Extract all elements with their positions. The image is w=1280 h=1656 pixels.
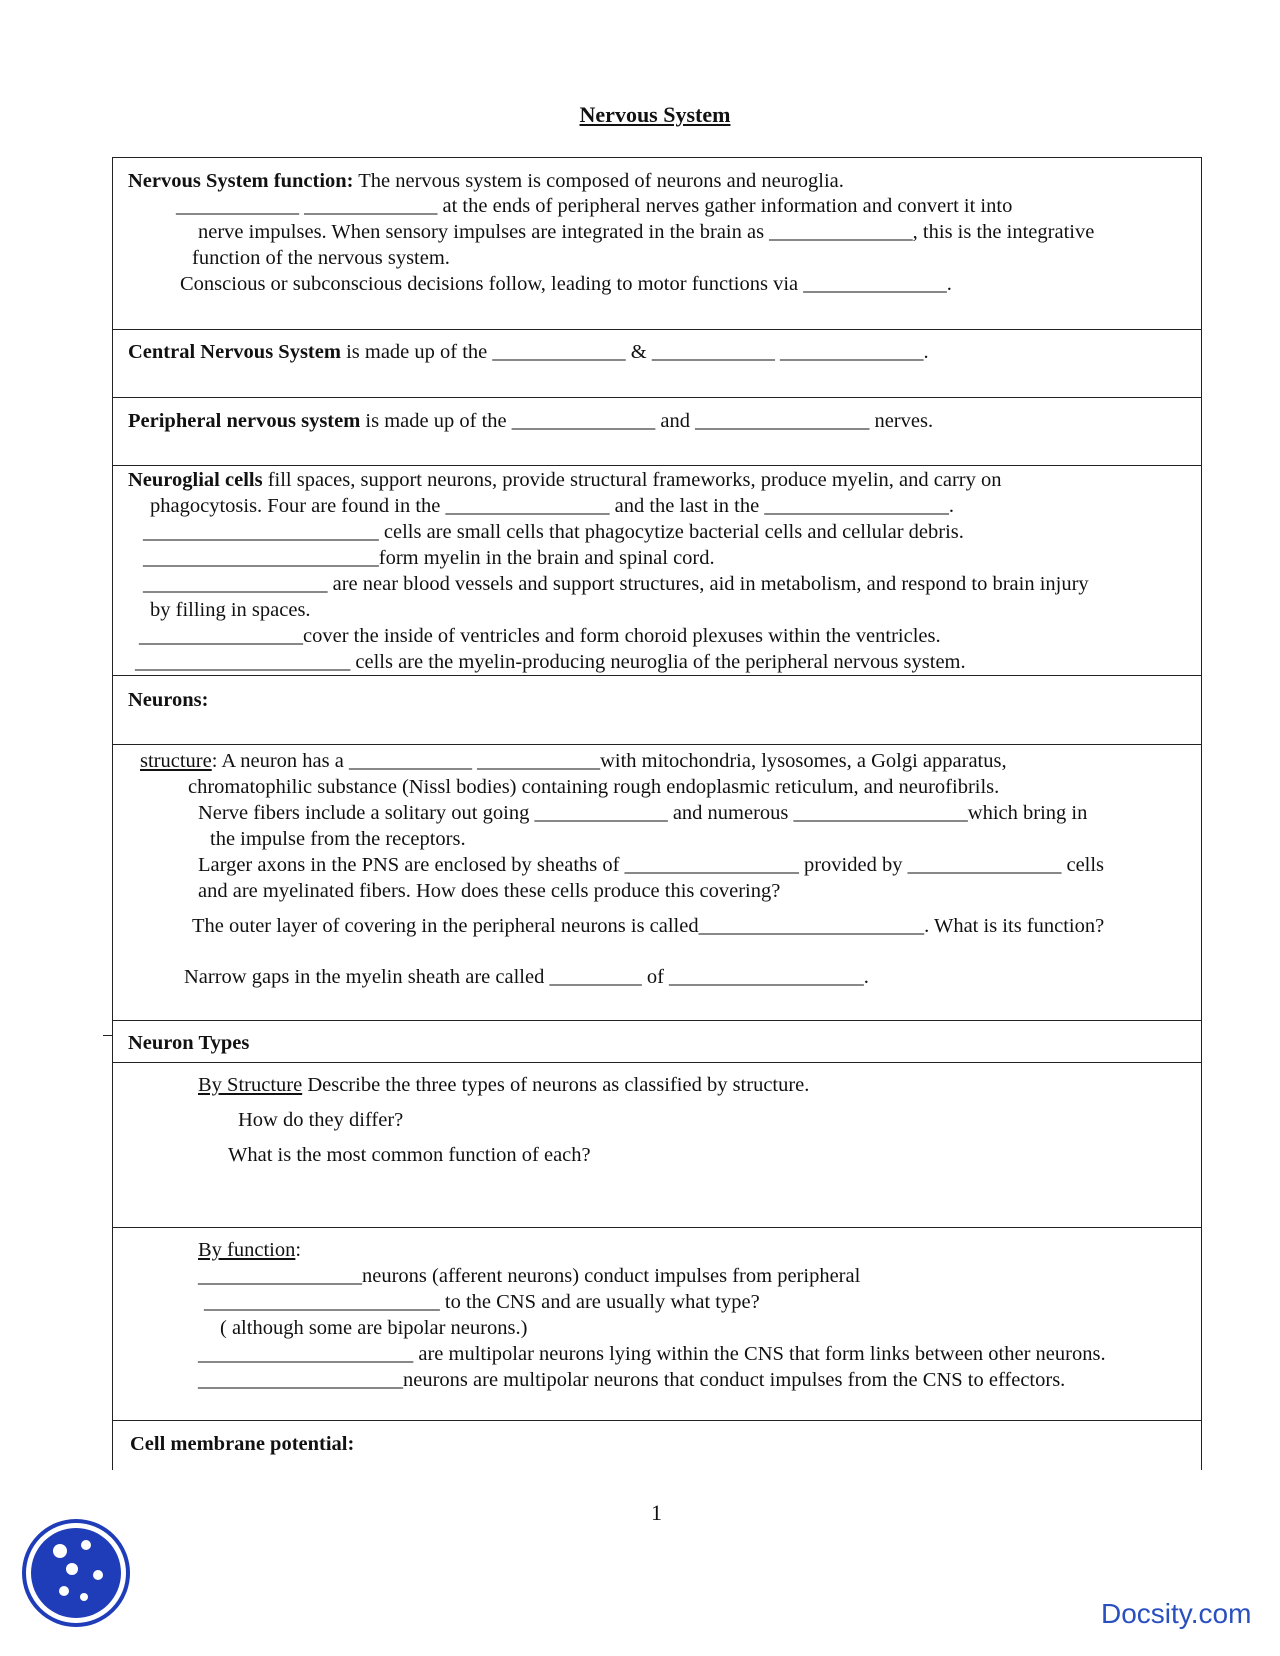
neuroglia-line-7: ________________cover the inside of ventricles and form choroid plexuses within the ventricles. — [139, 625, 941, 647]
section-divider — [112, 329, 1202, 330]
neuroglia-line-3: _______________________ cells are small cells that phagocytize bacterial cells and cellular debris. — [143, 521, 964, 543]
section-divider — [112, 397, 1202, 398]
by-function-line-0 — [198, 1240, 301, 1261]
neuroglia-line-8: _____________________ cells are the myelin-producing neuroglia of the peripheral nervous system. — [135, 651, 966, 673]
docsity-logo-icon — [20, 1517, 132, 1629]
structure-line-7: The outer layer of covering in the peripheral neurons is called______________________. What is its function? — [192, 915, 1105, 937]
neuroglia-line-1 — [128, 470, 1001, 491]
section-divider — [112, 1062, 1202, 1063]
section-divider — [112, 675, 1202, 676]
by-structure-line-1 — [198, 1075, 809, 1096]
cns-text: is made up of the _____________ & ____________ ______________. — [340, 341, 929, 363]
structure-line-1 — [140, 751, 1007, 772]
section-divider — [112, 1020, 1202, 1021]
by-function-colon: : — [295, 1239, 302, 1261]
by-function-line-4: _____________________ are multipolar neurons lying within the CNS that form links between other neurons. — [198, 1343, 1106, 1365]
section-divider — [112, 744, 1202, 745]
section-divider — [112, 465, 1202, 466]
neuroglia-heading: Neuroglial cells — [128, 469, 263, 491]
cns-line — [128, 342, 929, 363]
by-function-line-1: ________________neurons (afferent neurons) conduct impulses from peripheral — [198, 1265, 861, 1287]
neuroglia-line-4: _______________________form myelin in the brain and spinal cord. — [143, 547, 715, 569]
neuroglia-text: fill spaces, support neurons, provide structural frameworks, produce myelin, and carry on — [262, 469, 1002, 491]
docsity-brand-link[interactable]: Docsity.com — [1101, 1598, 1252, 1629]
structure-line-8: Narrow gaps in the myelin sheath are called _________ of ___________________. — [184, 966, 869, 988]
by-structure-text: Describe the three types of neurons as classified by structure. — [302, 1074, 810, 1096]
by-function-line-2: _______________________ to the CNS and are usually what type? — [204, 1291, 760, 1313]
table-top-border — [112, 157, 1202, 158]
pns-line — [128, 411, 933, 432]
structure-line-2: chromatophilic substance (Nissl bodies) containing rough endoplasmic reticulum, and neurofibrils. — [188, 776, 1000, 798]
by-function-line-5: ____________________neurons are multipolar neurons that conduct impulses from the CNS to effectors. — [198, 1369, 1066, 1391]
structure-line-3: Nerve fibers include a solitary out going _____________ and numerous _________________which bring in — [198, 802, 1088, 824]
function-line-3: nerve impulses. When sensory impulses are integrated in the brain as ______________, this is the integrative — [198, 221, 1095, 243]
function-line-4: function of the nervous system. — [192, 247, 450, 269]
neurons-heading: Neurons: — [128, 689, 209, 711]
structure-heading: structure — [140, 750, 212, 772]
function-heading: Nervous System function: — [128, 170, 354, 192]
neuron-types-heading: Neuron Types — [128, 1032, 250, 1054]
function-line-5: Conscious or subconscious decisions follow, leading to motor functions via ______________. — [180, 273, 952, 295]
by-function-heading: By function — [198, 1239, 296, 1261]
table-right-border — [1201, 157, 1202, 1470]
page-number: 1 — [651, 1500, 662, 1525]
page-title: Nervous System — [579, 102, 731, 127]
section-divider — [112, 1420, 1202, 1421]
neuroglia-line-5: __________________ are near blood vessels and support structures, aid in metabolism, and respond to brain injury — [143, 573, 1089, 595]
structure-line-6: and are myelinated fibers. How does these cells produce this covering? — [198, 880, 781, 902]
neuroglia-line-2: phagocytosis. Four are found in the ________________ and the last in the __________________. — [150, 495, 954, 517]
by-function-line-3: ( although some are bipolar neurons.) — [220, 1317, 528, 1339]
by-structure-line-3: What is the most common function of each? — [228, 1144, 591, 1166]
table-left-border — [112, 157, 113, 1470]
section-divider — [112, 1227, 1202, 1228]
structure-line-4: the impulse from the receptors. — [210, 828, 466, 850]
membrane-potential-heading: Cell membrane potential: — [130, 1433, 355, 1455]
pns-heading: Peripheral nervous system — [128, 410, 361, 432]
pns-text: is made up of the ______________ and _________________ nerves. — [360, 410, 934, 432]
neuroglia-line-6: by filling in spaces. — [150, 599, 311, 621]
structure-line-5: Larger axons in the PNS are enclosed by sheaths of _________________ provided by _______________ cells — [198, 854, 1105, 876]
function-line-2: ____________ _____________ at the ends of peripheral nerves gather information and convert it into — [176, 195, 1013, 217]
function-text: The nervous system is composed of neurons and neuroglia. — [353, 170, 844, 192]
margin-tick-mark — [103, 1035, 113, 1036]
cns-heading: Central Nervous System — [128, 341, 341, 363]
structure-text: : A neuron has a ____________ ____________with mitochondria, lysosomes, a Golgi apparatus, — [211, 750, 1007, 772]
function-section-line — [128, 171, 844, 192]
by-structure-heading: By Structure — [198, 1074, 303, 1096]
by-structure-line-2: How do they differ? — [238, 1109, 404, 1131]
